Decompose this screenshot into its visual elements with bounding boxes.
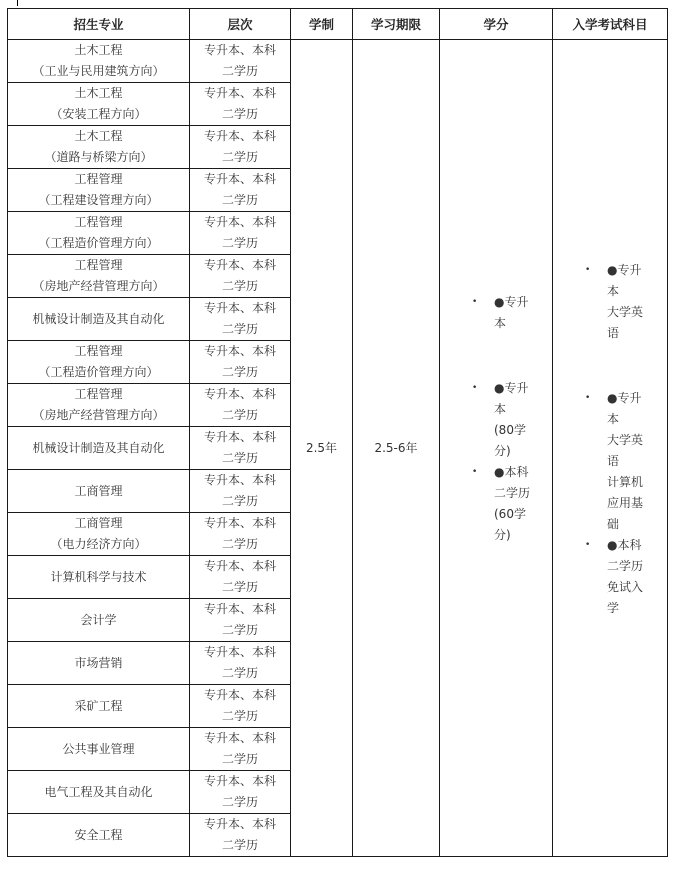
level-line: 专升本、本科 [203,774,276,788]
major-cell [8,255,190,298]
major-line: （安装工程方向） [50,107,147,121]
bullet-item [585,260,667,344]
level-cell [190,728,291,771]
level-line: 二学历 [221,150,258,164]
level-line: 二学历 [221,580,258,594]
major-line: 市场营销 [74,655,123,670]
level-cell [190,470,291,513]
bullet-line: 本 [494,402,507,416]
major-cell [8,470,190,513]
header-major: 招生专业 [8,9,190,40]
level-line: 二学历 [221,451,258,465]
major-line: 工程管理 [74,172,123,186]
level-cell [190,298,291,341]
major-cell [8,599,190,642]
bullet-line: 分) [494,444,511,458]
bullet-line: ●专升 [494,381,529,395]
level-cell [190,384,291,427]
major-cell [8,513,190,556]
level-cell [190,427,291,470]
level-line: 二学历 [221,666,258,680]
bullet-line: 大学英 [607,305,644,319]
bullet-line: 分) [494,528,511,542]
level-line: 专升本、本科 [203,258,276,272]
major-line: 安全工程 [74,827,123,842]
major-line: 土木工程 [74,129,123,143]
level-cell [190,83,291,126]
level-cell [190,40,291,83]
level-line: 专升本、本科 [203,43,276,57]
bullet-item [472,292,552,334]
level-line: 二学历 [221,752,258,766]
major-cell [8,126,190,169]
bullet-item [472,462,552,546]
study-period-cell: 2.5-6年 [353,40,440,857]
credits-cell [440,40,553,857]
major-line: （工程造价管理方向） [38,236,159,250]
bullet-line: 免试入 [607,580,644,594]
level-cell [190,642,291,685]
level-line: 专升本、本科 [203,645,276,659]
level-cell [190,599,291,642]
major-cell [8,556,190,599]
level-line: 二学历 [221,322,258,336]
level-line: 专升本、本科 [203,559,276,573]
bullet-dot: • [472,467,478,477]
major-line: 工程管理 [74,344,123,358]
bullet-line: (60学 [494,507,526,521]
level-cell [190,814,291,857]
level-line: 专升本、本科 [203,172,276,186]
bullet-item [472,378,552,462]
level-line: 专升本、本科 [203,473,276,487]
major-cell [8,169,190,212]
text-cursor [17,0,18,6]
major-line: （房地产经营管理方向） [32,279,165,293]
exam-subjects-cell [553,40,668,857]
bullet-line: 语 [607,454,620,468]
bullet-line: 大学英 [607,433,644,447]
level-line: 专升本、本科 [203,688,276,702]
level-line: 二学历 [221,838,258,852]
bullet-line: 二学历 [494,486,531,500]
level-cell [190,341,291,384]
duration-cell: 2.5年 [291,40,353,857]
bullet-line: 本 [607,284,620,298]
major-cell [8,814,190,857]
bullet-line: 本 [494,316,507,330]
major-cell [8,642,190,685]
level-line: 专升本、本科 [203,86,276,100]
bullet-list [472,292,552,334]
major-line: 土木工程 [74,86,123,100]
bullet-line: ●专升 [607,263,642,277]
level-line: 二学历 [221,193,258,207]
header-row [8,9,668,40]
major-line: （工程造价管理方向） [38,365,159,379]
major-cell [8,298,190,341]
level-line: 专升本、本科 [203,301,276,315]
level-line: 二学历 [221,107,258,121]
level-line: 二学历 [221,494,258,508]
bullet-list [472,378,552,546]
major-line: 机械设计制造及其自动化 [32,440,165,455]
level-line: 专升本、本科 [203,344,276,358]
level-line: 二学历 [221,709,258,723]
major-line: 计算机科学与技术 [50,569,147,584]
major-line: 土木工程 [74,43,123,57]
level-cell [190,126,291,169]
header-level: 层次 [190,9,291,40]
level-cell [190,169,291,212]
major-line: （房地产经营管理方向） [32,408,165,422]
major-line: 机械设计制造及其自动化 [32,311,165,326]
header-credits: 学分 [440,9,553,40]
header-exam-subjects: 入学考试科目 [553,9,668,40]
level-line: 专升本、本科 [203,731,276,745]
major-line: （工业与民用建筑方向） [32,64,165,78]
level-line: 二学历 [221,408,258,422]
level-line: 专升本、本科 [203,129,276,143]
bullet-dot: • [585,540,591,550]
bullet-dot: • [585,265,591,275]
level-cell [190,513,291,556]
major-line: 工程管理 [74,387,123,401]
bullet-line: ●专升 [607,391,642,405]
bullet-line: 二学历 [607,559,644,573]
major-line: （工程建设管理方向） [38,193,159,207]
major-cell [8,40,190,83]
major-line: 公共事业管理 [62,741,135,756]
level-line: 专升本、本科 [203,516,276,530]
major-line: 工商管理 [74,483,123,498]
level-line: 专升本、本科 [203,602,276,616]
bullet-line: 语 [607,326,620,340]
admissions-table [7,8,668,857]
bullet-dot: • [472,297,478,307]
bullet-line: 本 [607,412,620,426]
header-study-period: 学习期限 [353,9,440,40]
level-cell [190,556,291,599]
major-line: 会计学 [80,612,117,627]
major-cell [8,685,190,728]
level-line: 二学历 [221,64,258,78]
major-cell [8,341,190,384]
bullet-dot: • [585,393,591,403]
level-cell [190,255,291,298]
major-line: 工程管理 [74,258,123,272]
bullet-line: 应用基 [607,496,644,510]
major-line: 工程管理 [74,215,123,229]
level-line: 二学历 [221,279,258,293]
major-line: 电气工程及其自动化 [44,784,153,799]
major-line: 采矿工程 [74,698,123,713]
level-line: 二学历 [221,623,258,637]
bullet-line: (80学 [494,423,526,437]
bullet-line: ●本科 [494,465,529,479]
bullet-line: 础 [607,517,620,531]
bullet-list [585,260,667,344]
bullet-dot: • [472,383,478,393]
bullet-line: 学 [607,601,620,615]
level-cell [190,212,291,255]
major-line: 工商管理 [74,516,123,530]
major-cell [8,728,190,771]
major-cell [8,771,190,814]
bullet-item [585,535,667,619]
level-line: 专升本、本科 [203,817,276,831]
bullet-line: ●专升 [494,295,529,309]
level-line: 专升本、本科 [203,387,276,401]
bullet-list [585,388,667,619]
level-line: 专升本、本科 [203,430,276,444]
level-line: 二学历 [221,365,258,379]
major-cell [8,427,190,470]
level-line: 二学历 [221,236,258,250]
level-cell [190,771,291,814]
major-cell [8,83,190,126]
major-line: （电力经济方向） [50,537,147,551]
level-line: 二学历 [221,795,258,809]
level-line: 专升本、本科 [203,215,276,229]
bullet-line: ●本科 [607,538,642,552]
major-line: （道路与桥梁方向） [44,150,153,164]
bullet-line: 计算机 [607,475,644,489]
level-cell [190,685,291,728]
header-duration: 学制 [291,9,353,40]
major-cell [8,212,190,255]
table-row [8,40,668,83]
bullet-item [585,388,667,535]
level-line: 二学历 [221,537,258,551]
major-cell [8,384,190,427]
